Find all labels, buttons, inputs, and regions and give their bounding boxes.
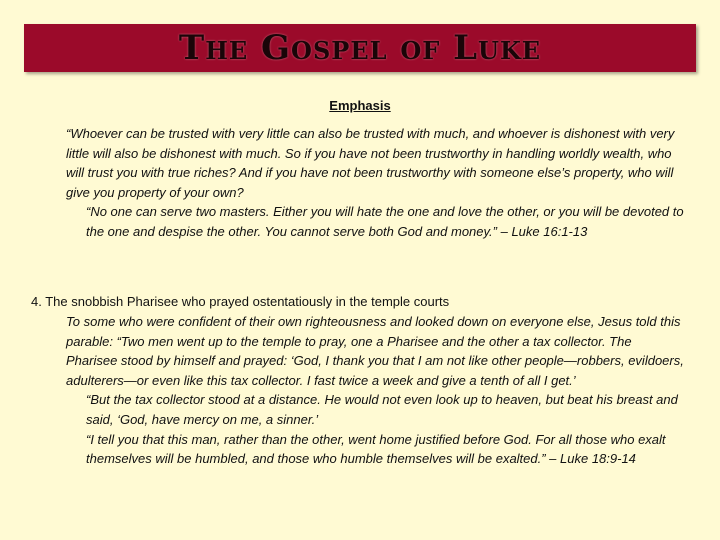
slide-title: The Gospel of Luke xyxy=(178,28,542,68)
luke-18-quote xyxy=(66,312,686,469)
title-banner xyxy=(24,24,696,72)
point-4-heading: 4. The snobbish Pharisee who prayed ostentatiously in the temple courts xyxy=(31,294,450,309)
quote-paragraph: To some who were confident of their own righteousness and looked down on everyone else, Jesus told this parable: “Two men went up to the temple to pray, one a Pharisee and the other a tax collector. The Pharisee stood by himself and prayed: ‘God, I thank you that I am not like other people—robbers, evildoers, adulterers—or even like this tax collector. I fast twice a week and give a tenth of all I get.’ xyxy=(66,314,684,388)
quote-paragraph: “No one can serve two masters. Either you will hate the one and love the other, or you will be devoted to the one and despise the other. You cannot serve both God and money.” – Luke 16:1-13 xyxy=(86,204,684,239)
section-heading: Emphasis xyxy=(329,98,391,113)
luke-16-quote xyxy=(66,124,686,242)
quote-paragraph: “I tell you that this man, rather than the other, went home justified before God. For all those who exalt themselves will be humbled, and those who humble themselves will be exalted.” – Luke 18:9-14 xyxy=(86,431,666,467)
quote-paragraph: “Whoever can be trusted with very little can also be trusted with much, and whoever is dishonest with very little will also be dishonest with much. So if you have not been trustworthy in handling worldly wealth, who will trust you with true riches? And if you have not been trustworthy with someone else’s property, who will give you property of your own? xyxy=(66,126,675,200)
quote-paragraph: “But the tax collector stood at a distance. He would not even look up to heaven, but beat his breast and said, ‘God, have mercy on me, a sinner.’ xyxy=(86,392,678,427)
